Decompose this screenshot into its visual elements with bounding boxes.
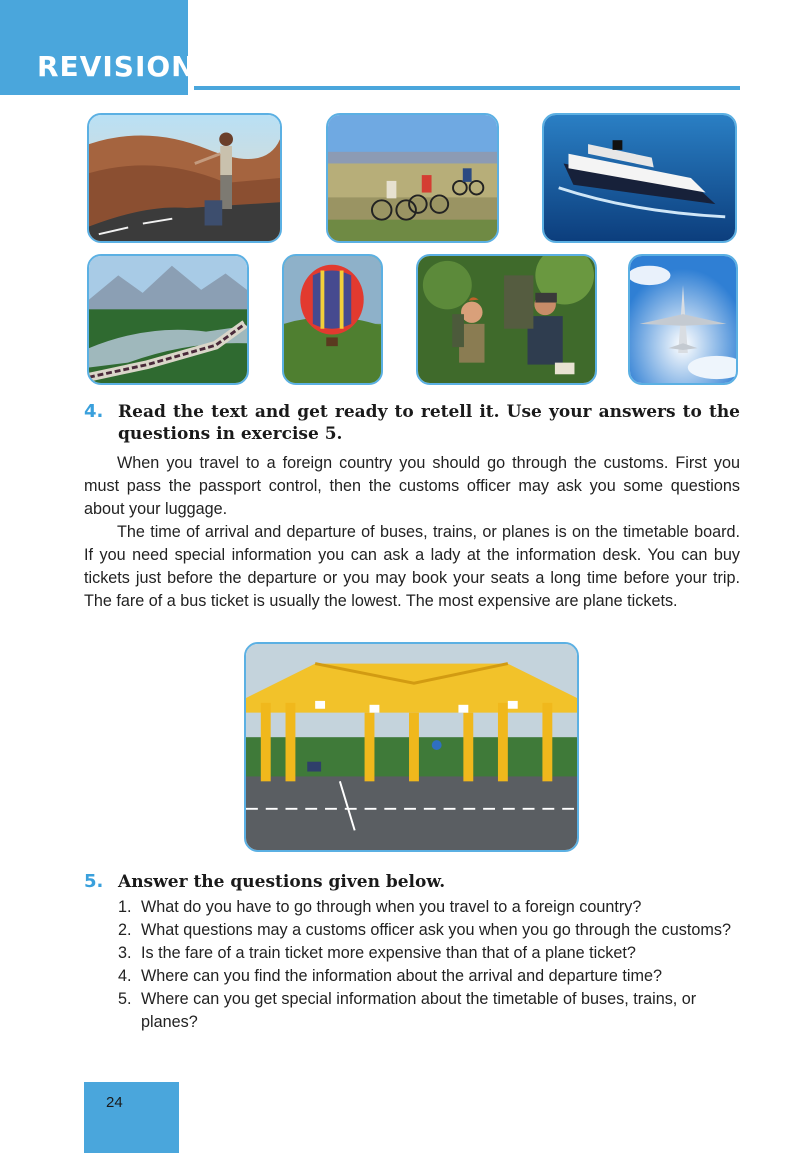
question-text: What questions may a customs officer ask you when you go through the customs? [141,921,731,939]
question-text: Where can you get special information about the timetable of buses, trains, or planes? [141,990,697,1031]
customs-checkpoint-photo [244,642,579,852]
exercise-5-title: Answer the questions given below. [118,872,446,892]
question-number: 4. [118,967,132,985]
section-title: REVISION [37,50,196,83]
hikers-photo [416,254,597,385]
exercise-4-title: Read the text and get ready to retell it. Use your answers to the questions in exercise 5. [118,402,740,444]
header-rule [194,86,740,90]
question-number: 5. [118,990,132,1008]
question-item [118,942,740,965]
question-item [118,919,740,942]
exercise-5-number: 5. [84,871,104,892]
exercise-4-paragraph-1: When you travel to a foreign country you should go through the customs. First you must pass the passport control, then the customs officer may ask you some questions about your luggage. [84,454,740,518]
question-text: Is the fare of a train ticket more expensive than that of a plane ticket? [141,944,636,962]
question-item [118,965,740,988]
question-text: Where can you find the information about the arrival and departure time? [141,967,662,985]
question-number: 2. [118,921,132,939]
questions-list [118,896,740,1034]
hitchhiker-photo [87,113,282,243]
cruise-ship-photo [542,113,737,243]
exercise-4-number: 4. [84,401,104,422]
question-item [118,988,740,1034]
page-number: 24 [106,1094,123,1111]
train-photo [87,254,249,385]
question-number: 3. [118,944,132,962]
hot-air-balloon-photo [282,254,383,385]
airplane-photo [628,254,738,385]
question-item [118,896,740,919]
exercise-4-paragraph-2: The time of arrival and departure of buses, trains, or planes is on the timetable board. If you need special information you can ask a lady at the information desk. You can buy tickets just before the departure or you may book your seats a long time before your trip. The fare of a bus ticket is usually the lowest. The most expensive are plane tickets. [84,523,740,610]
page-number-box [84,1082,179,1153]
cyclists-photo [326,113,499,243]
question-number: 1. [118,898,132,916]
question-text: What do you have to go through when you travel to a foreign country? [141,898,642,916]
